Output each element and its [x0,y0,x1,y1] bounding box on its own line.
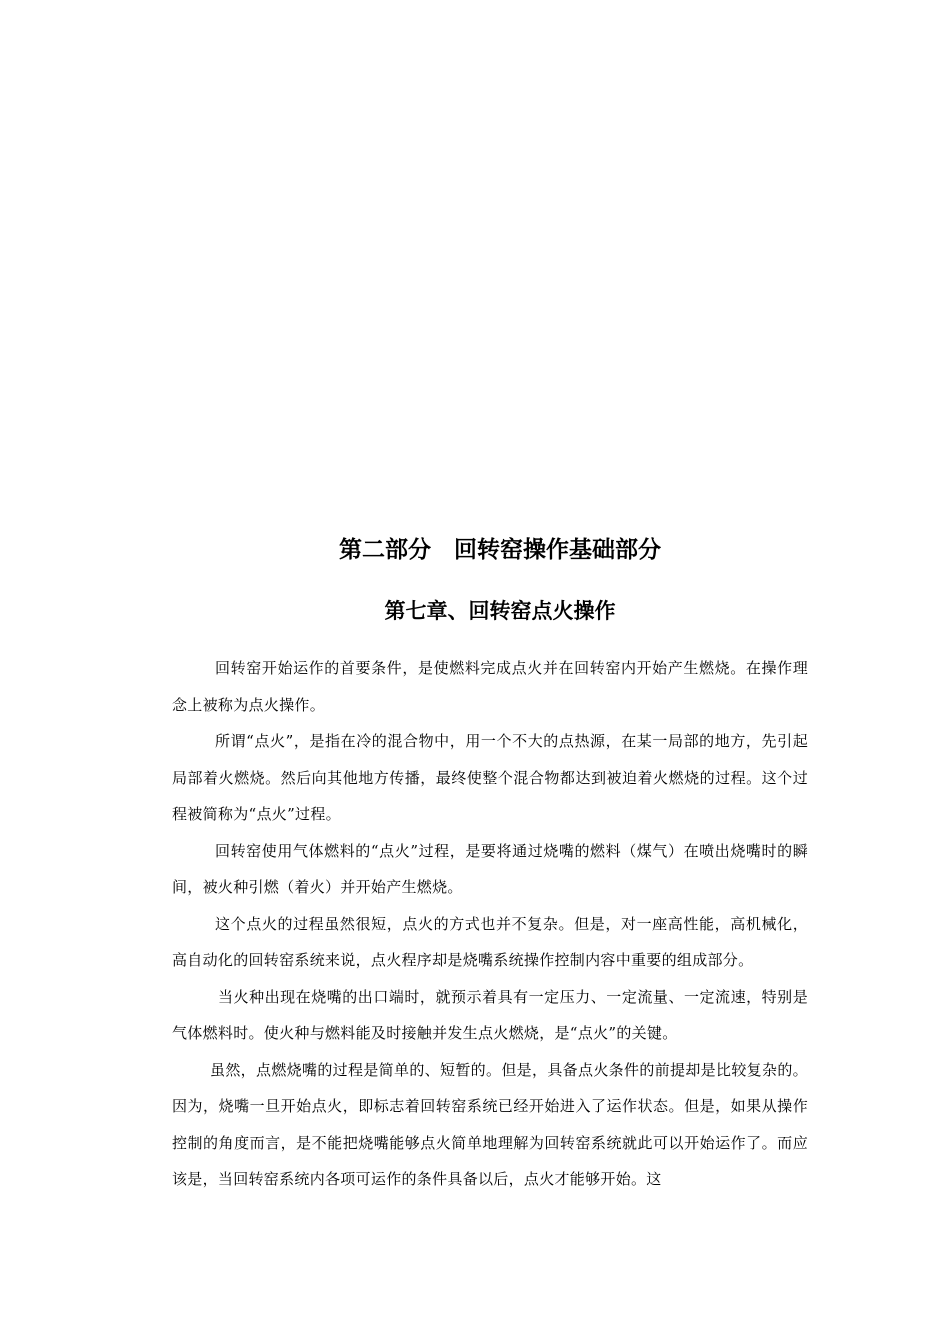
paragraph-5: 当火种出现在烧嘴的出口端时，就预示着具有一定压力、一定流量、一定流速，特别是气体燃料时。使火种与燃料能及时接触并发生点火燃烧，是“点火”的关键。 [172,987,808,1042]
paragraph-3: 回转窑使用气体燃料的“点火”过程，是要将通过烧嘴的燃料（煤气）在喷出烧嘴时的瞬间，被火种引燃（着火）并开始产生燃烧。 [172,841,808,896]
body-text [172,650,808,1198]
part-title: 第二部分 回转窑操作基础部分 [339,537,661,563]
paragraph-4: 这个点火的过程虽然很短，点火的方式也并不复杂。但是，对一座高性能，高机械化，高自动化的回转窑系统来说，点火程序却是烧嘴系统操作控制内容中重要的组成部分。 [172,914,808,969]
paragraph-6: 虽然，点燃烧嘴的过程是简单的、短暂的。但是，具备点火条件的前提却是比较复杂的。因为，烧嘴一旦开始点火，即标志着回转窑系统已经开始进入了运作状态。但是，如果从操作控制的角度而言，是不能把烧嘴能够点火简单地理解为回转窑系统就此可以开始运作了。而应该是，当回转窑系统内各项可运作的条件具备以后，点火才能够开始。这 [172,1060,808,1188]
paragraph-1: 回转窑开始运作的首要条件，是使燃料完成点火并在回转窑内开始产生燃烧。在操作理念上被称为点火操作。 [172,659,808,714]
chapter-title: 第七章、回转窑点火操作 [384,599,616,623]
paragraph-2: 所谓“点火”，是指在冷的混合物中，用一个不大的点热源，在某一局部的地方，先引起局部着火燃烧。然后向其他地方传播，最终使整个混合物都达到被迫着火燃烧的过程。这个过程被简称为“点火”过程。 [172,732,808,823]
